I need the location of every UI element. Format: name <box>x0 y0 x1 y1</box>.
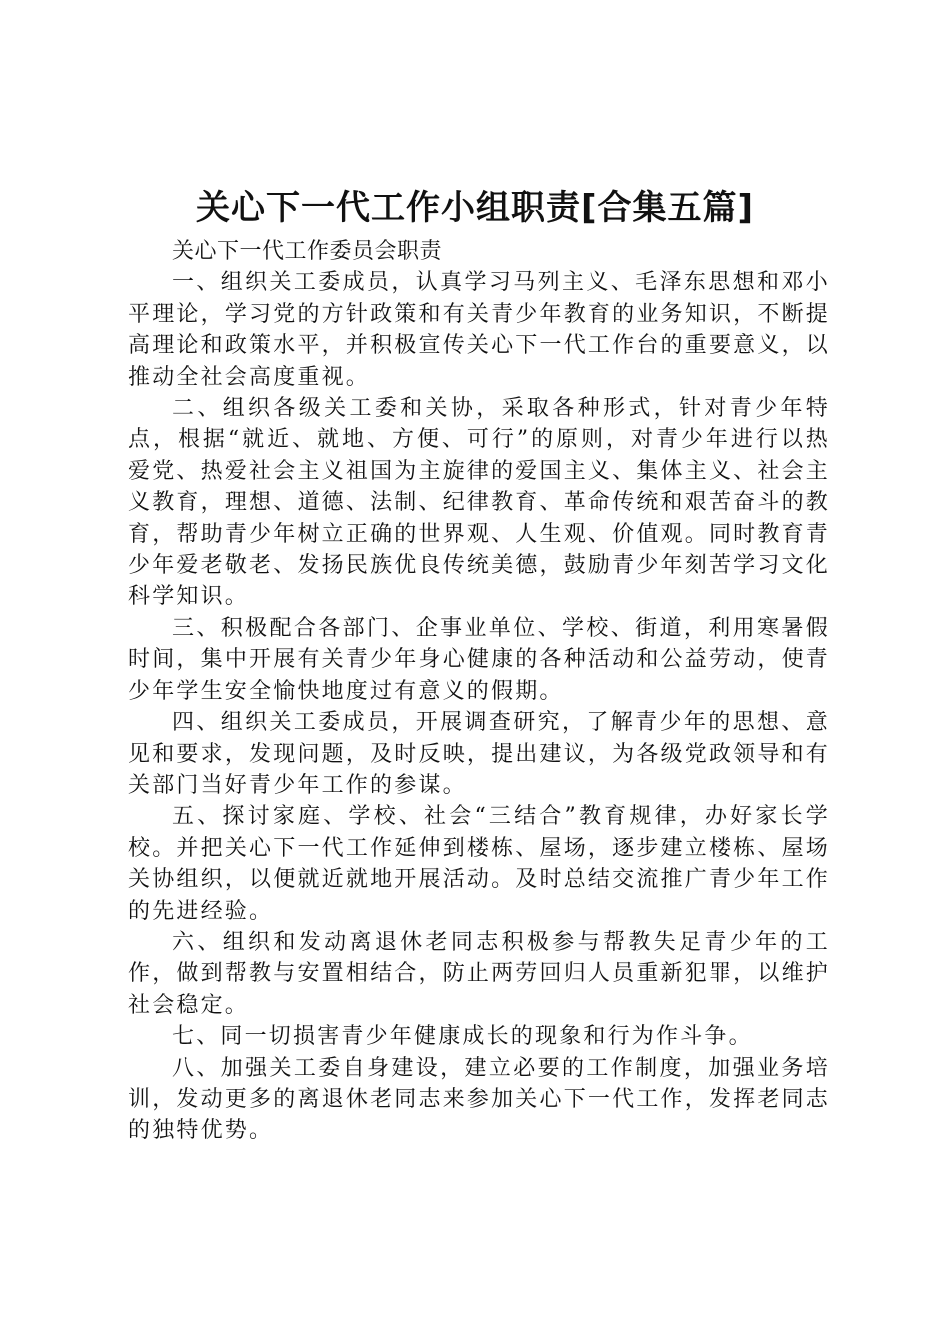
paragraph-5: 五、探讨家庭、学校、社会“三结合”教育规律，办好家长学校。并把关心下一代工作延伸到楼栋、屋场，逐步建立楼栋、屋场关协组织，以便就近就地开展活动。及时总结交流推广青少年工作的先进经验。 <box>128 804 830 924</box>
paragraph-1: 一、组织关工委成员，认真学习马列主义、毛泽东思想和邓小平理论，学习党的方针政策和有关青少年教育的业务知识，不断提高理论和政策水平，并积极宣传关心下一代工作台的重要意义，以推动全社会高度重视。 <box>128 270 830 390</box>
paragraph-2: 二、组织各级关工委和关协，采取各种形式，针对青少年特点，根据“就近、就地、方便、可行”的原则，对青少年进行以热爱党、热爱社会主义祖国为主旋律的爱国主义、集体主义、社会主义教育，理想、道德、法制、纪律教育、革命传统和艰苦奋斗的教育，帮助青少年树立正确的世界观、人生观、价值观。同时教育青少年爱老敬老、发扬民族优良传统美德，鼓励青少年刻苦学习文化科学知识。 <box>128 396 830 610</box>
section-heading: 关心下一代工作委员会职责 <box>172 239 443 264</box>
paragraph-6: 六、组织和发动离退休老同志积极参与帮教失足青少年的工作，做到帮教与安置相结合，防止两劳回归人员重新犯罪，以维护社会稳定。 <box>128 929 830 1018</box>
document-body <box>128 236 830 1147</box>
paragraph-7: 七、同一切损害青少年健康成长的现象和行为作斗争。 <box>172 1024 753 1050</box>
paragraph-4: 四、组织关工委成员，开展调查研究，了解青少年的思想、意见和要求，发现问题，及时反映，提出建议，为各级党政领导和有关部门当好青少年工作的参谋。 <box>128 710 830 798</box>
paragraph-8: 八、加强关工委自身建设，建立必要的工作制度，加强业务培训，发动更多的离退休老同志来参加关心下一代工作，发挥老同志的独特优势。 <box>128 1055 830 1144</box>
paragraph-3: 三、积极配合各部门、企事业单位、学校、街道，利用寒暑假时间，集中开展有关青少年身心健康的各种活动和公益劳动，使青少年学生安全愉快地度过有意义的假期。 <box>128 615 830 704</box>
document-title: 关心下一代工作小组职责[合集五篇] <box>195 188 755 228</box>
